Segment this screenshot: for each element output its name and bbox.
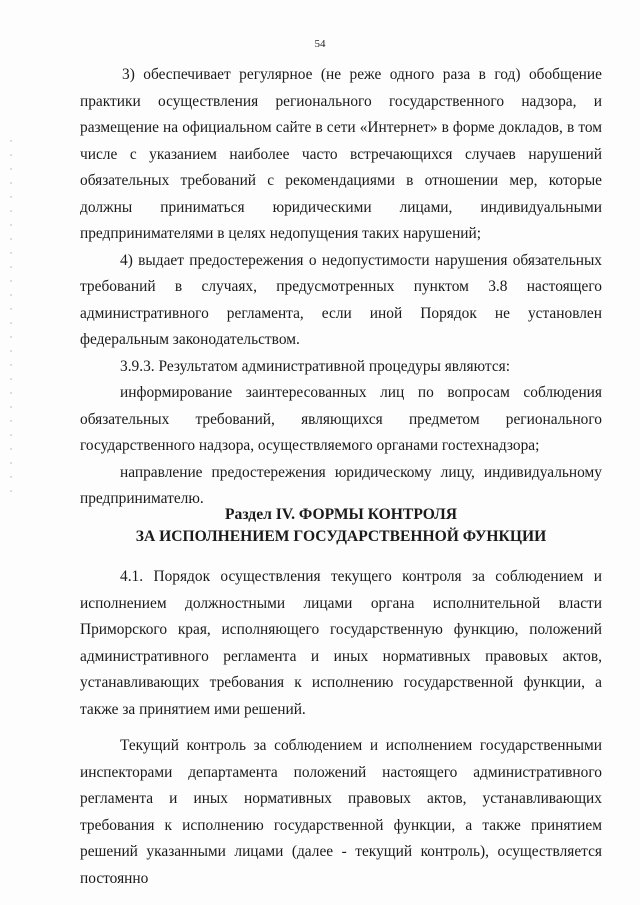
paragraph-warning-direction: направление предостережения юридическому лицу, индивидуальному предпринимателю. xyxy=(80,463,602,507)
page-number: 54 xyxy=(314,38,326,50)
top-text-block xyxy=(80,62,602,513)
section-heading-line1: Раздел IV. ФОРМЫ КОНТРОЛЯ xyxy=(225,506,457,523)
paragraph-4-1: 4.1. Порядок осуществления текущего контроля за соблюдением и исполнением должностными лицами органа исполнительной власти Приморского края, исполняющего государственную функцию, положений административного регламента и иных нормативных правовых актов, устанавливающих требования к исполнению государственной функции, а также за принятием ими решений. xyxy=(80,568,602,718)
paragraph-item-4: 4) выдает предостережения о недопустимости нарушения обязательных требований в случаях, предусмотренных пунктом 3.8 настоящего административного регламента, если иной Порядок не установлен федеральным законодательством. xyxy=(80,251,602,348)
paragraph-informing: информирование заинтересованных лиц по вопросам соблюдения обязательных требований, являющихся предметом регионального государственного надзора, осуществляемого органами гостехнадзора; xyxy=(80,384,602,454)
bottom-text-block xyxy=(80,564,602,892)
section-heading-line2: ЗА ИСПОЛНЕНИЕМ ГОСУДАРСТВЕННОЙ ФУНКЦИИ xyxy=(135,528,547,545)
section-heading xyxy=(80,504,602,548)
paragraph-result-heading: 3.9.3. Результатом административной процедуры являются: xyxy=(120,357,511,375)
paragraph-current-control: Текущий контроль за соблюдением и исполнением государственными инспекторами департамента положений настоящего административного регламента и иных нормативных правовых актов, устанавливающих требования к исполнению государственной функции, а также принятием решений указанными лицами (далее - текущий контроль), осуществляется постоянно xyxy=(80,737,602,887)
scan-artifact xyxy=(10,140,12,500)
paragraph-item-3: 3) обеспечивает регулярное (не реже одного раза в год) обобщение практики осуществления регионального государственного надзора, и размещение на официальном сайте в сети «Интернет» в форме докладов, в том числе с указанием наиболее часто встречающихся случаев нарушений обязательных требований с рекомендациями в отношении мер, которые должны приниматься юридическими лицами, индивидуальными предпринимателями в целях недопущения таких нарушений; xyxy=(80,66,602,242)
